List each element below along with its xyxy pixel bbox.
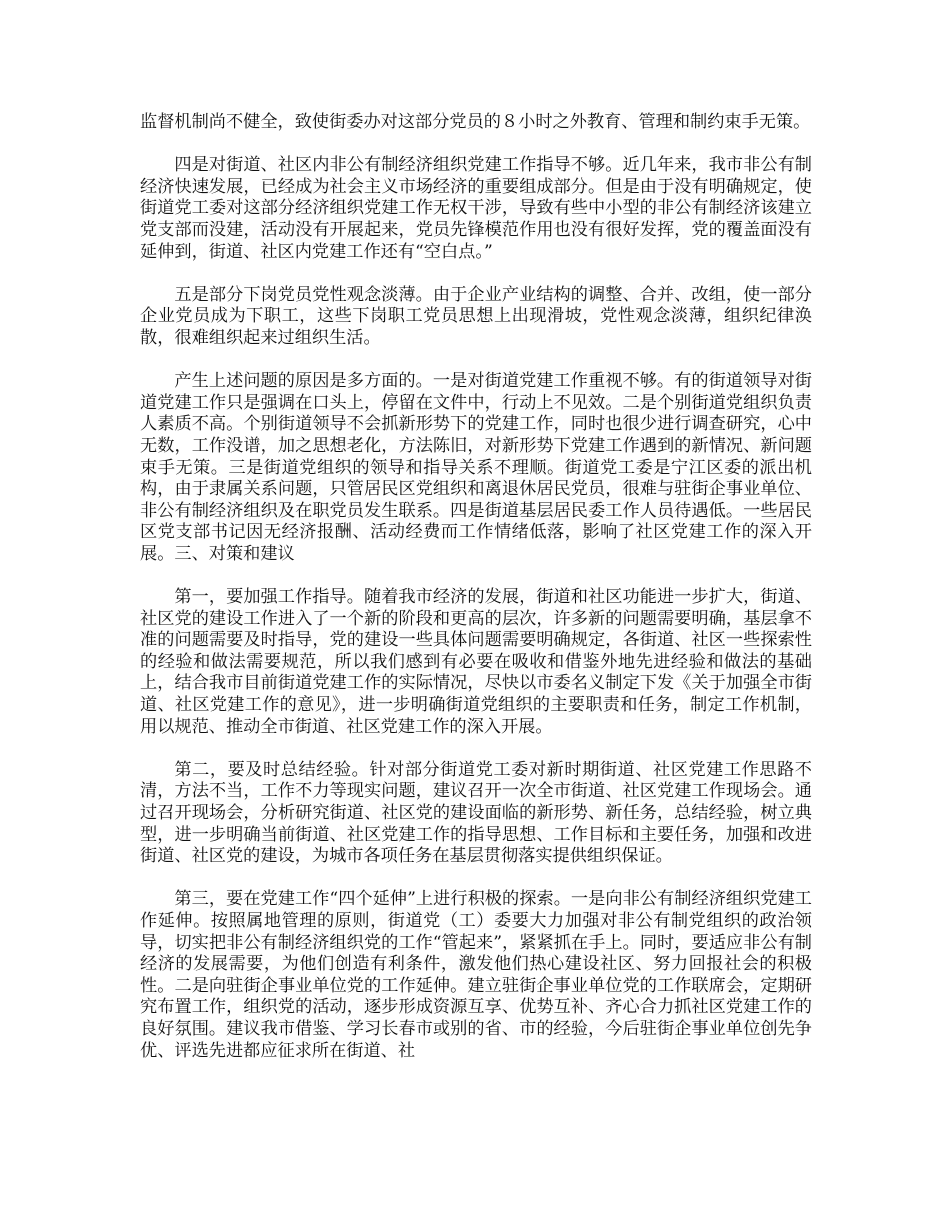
paragraph-measure-one: 第一，要加强工作指导。随着我市经济的发展，街道和社区功能进一步扩大，街道、社区党的建设工作进入了一个新的阶段和更高的层次，许多新的问题需要明确，基层拿不准的问题需要及时指导，党的建设一些具体问题需要明确规定，各街道、社区一些探索性的经验和做法需要规范，所以我们感到有必要在吸收和借鉴外地先进经验和做法的基础上，结合我市目前街道党建工作的实际情况，尽快以市委名义制定下发《关于加强全市街道、社区党建工作的意见》，进一步明确街道党组织的主要职责和任务，制定工作机制，用以规范、推动全市街道、社区党建工作的深入开展。 [140,587,812,737]
paragraph-continuation: 监督机制尚不健全，致使街委办对这部分党员的８小时之外教育、管理和制约束手无策。 [140,112,811,132]
paragraph-causes: 产生上述问题的原因是多方面的。一是对街道党建工作重视不够。有的街道领导对街道党建工作只是强调在口头上，停留在文件中，行动上不见效。二是个别街道党组织负责人素质不高。个别街道领导不会抓新形势下的党建工作，同时也很少进行调查研究，心中无数，工作没谱，加之思想老化，方法陈旧，对新形势下党建工作遇到的新情况、新问题束手无策。三是街道党组织的领导和指导关系不理顺。街道党工委是宁江区委的派出机构，由于隶属关系问题，只管居民区党组织和离退休居民党员，很难与驻街企事业单位、非公有制经济组织及在职党员发生联系。四是街道基层居民委工作人员待遇低。一些居民区党支部书记因无经济报酬、活动经费而工作情绪低落，影响了社区党建工作的深入开展。三、对策和建议 [140,371,812,564]
paragraph-point-four: 四是对街道、社区内非公有制经济组织党建工作指导不够。近几年来，我市非公有制经济快速发展，已经成为社会主义市场经济的重要组成部分。但是由于没有明确规定，使街道党工委对这部分经济组织党建工作无权干涉，导致有些中小型的非公有制经济该建立党支部而没建，活动没有开展起来，党员先锋模范作用也没有很好发挥，党的覆盖面没有延伸到，街道、社区内党建工作还有“空白点。” [140,155,812,262]
paragraph-measure-two: 第二，要及时总结经验。针对部分街道党工委对新时期街道、社区党建工作思路不清，方法不当，工作不力等现实问题，建议召开一次全市街道、社区党建工作现场会。通过召开现场会，分析研究街道、社区党的建设面临的新形势、新任务，总结经验，树立典型，进一步明确当前街道、社区党建工作的指导思想、工作目标和主要任务，加强和改进街道、社区党的建设，为城市各项任务在基层贯彻落实提供组织保证。 [140,759,812,867]
document-body [140,112,812,1084]
paragraph-measure-three: 第三，要在党建工作“四个延伸”上进行积极的探索。一是向非公有制经济组织党建工作延伸。按照属地管理的原则，街道党（工）委要大力加强对非公有制党组织的政治领导，切实把非公有制经济组织党的工作“管起来”，紧紧抓在手上。同时，要适应非公有制经济的发展需要，为他们创造有利条件，激发他们热心建设社区、努力回报社会的积极性。二是向驻街企事业单位党的工作延伸。建立驻街企事业单位党的工作联席会，定期研究布置工作，组织党的活动，逐步形成资源互享、优势互补、齐心合力抓社区党建工作的良好氛围。建议我市借鉴、学习长春市或别的省、市的经验，今后驻街企事业单位创先争优、评选先进都应征求所在街道、社 [140,889,812,1061]
paragraph-point-five: 五是部分下岗党员党性观念淡薄。由于企业产业结构的调整、合并、改组，使一部分企业党员成为下职工，这些下岗职工党员思想上出现滑坡，党性观念淡薄，组织纪律涣散，很难组织起来过组织生活。 [140,284,812,348]
